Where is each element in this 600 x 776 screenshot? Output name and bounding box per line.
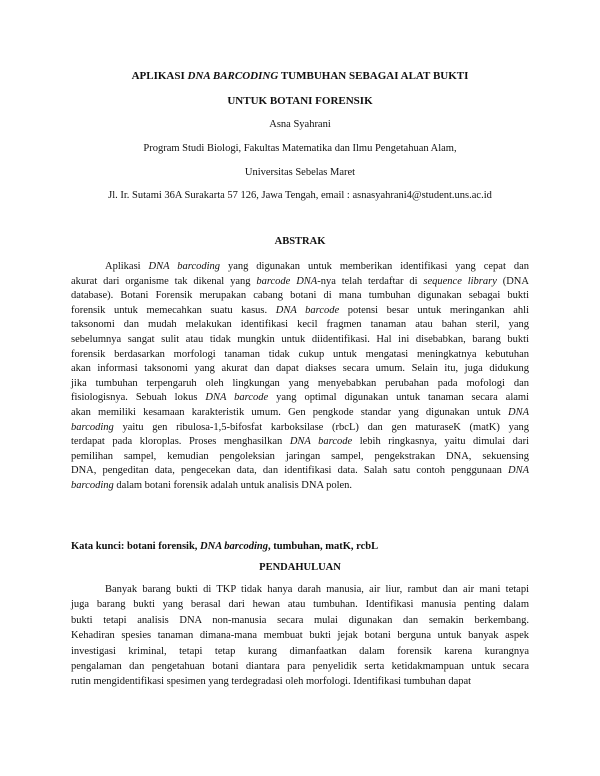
keywords: Kata kunci: botani forensik, DNA barcoding, tumbuhan, matK, rcbL [71, 541, 379, 552]
abstract-line: akan memiliki kesamaan karakteristik umum. Gen pengkode standar yang digunakan untuk DNA [71, 407, 529, 418]
introduction-line: rutin mengidentifikasi spesimen yang terdegradasi oleh morfologi. Identifikasi tumbuhan dapat [71, 676, 472, 688]
abstract-line: DNA, pengeditan data, pengecekan data, dan identifikasi data. Salah satu contoh penggunaan DNA [71, 465, 529, 477]
abstract-line: jika tumbuhan terpengaruh oleh lingkungan yang menyebabkan perubahan pada mofologi dan [71, 377, 529, 389]
introduction-line: Kehadiran spesies tanaman dimana-mana membuat bukti jejak botani berguna untuk banyak aspek [71, 630, 529, 642]
introduction-line: investigasi kriminal, tetapi tetap kurang dimanfaatkan dalam forensik karena kurangnya [71, 645, 529, 657]
abstract-line: taksonomi dan mudah melakukan identifikasi kecil fragmen tanaman atau bahan steril, yang [71, 319, 529, 331]
abstract-line: terdapat pada kloroplas. Proses menghasilkan DNA barcode lebih ringkasnya, yaitu dimulai dari [71, 436, 530, 448]
paper-title-line2: UNTUK BOTANI FORENSIK [227, 95, 373, 107]
paper-title-line1: APLIKASI DNA BARCODING TUMBUHAN SEBAGAI ALAT BUKTI [131, 70, 469, 82]
introduction-line: Banyak barang bukti di TKP tidak hanya darah manusia, air liur, rambut dan air mani tetapi [105, 584, 529, 595]
abstract-line: Aplikasi DNA barcoding yang digunakan untuk memberikan identifikasi yang cepat dan [105, 261, 529, 272]
author-name: Asna Syahrani [269, 119, 331, 130]
abstract-line: database). Botani Forensik merupakan cabang botani di mana tumbuhan digunakan sebagai bukti [71, 290, 529, 302]
abstract-line: forensik berdasarkan morfologi tanaman tidak cukup untuk mengatasi meningkatnya kebutuhan [71, 348, 529, 360]
affiliation-line2: Universitas Sebelas Maret [244, 167, 356, 178]
introduction-heading: PENDAHULUAN [259, 562, 341, 573]
affiliation-line1: Program Studi Biologi, Fakultas Matematika dan Ilmu Pengetahuan Alam, [143, 143, 457, 154]
introduction-line: pengalaman dan pengetahuan botani diantara para penyelidik serta ketidakmampuan untuk secara [71, 661, 529, 672]
abstract-line: akan informasi taksonomi yang akurat dan dapat diakses secara umum. Selain itu, juga didukung [71, 363, 529, 375]
abstract-line: pemilihan sampel, kemudian pengoleksian jaringan sampel, pengekstrakan DNA, sekuensing [71, 450, 529, 462]
introduction-line: bukti tetapi analisis DNA non-manusia secara mulai digunakan dan semakin berkembang. [71, 614, 529, 626]
abstract-line: sebelumnya sangat sulit atau tidak mungkin untuk diidentifikasi. Hal ini disebabkan, barang bukti [71, 334, 529, 345]
introduction-line: juga barang bukti yang berasal dari hewan atau tumbuhan. Identifikasi manusia penting dalam [71, 599, 529, 611]
abstract-line: forensik untuk memecahkan suatu kasus. DNA barcode potensi besar untuk meringankan ahli [71, 304, 529, 316]
abstract-line: barcoding dalam botani forensik adalah untuk analisis DNA polen. [71, 480, 353, 491]
abstract-line: barcoding yaitu gen ribulosa-1,5-bifosfat karboksilase (rbcL) dan gen maturaseK (matK) yang [71, 421, 529, 433]
abstract-line: akurat dari organisme tak dikenal yang barcode DNA-nya telah terdaftar di sequence library (DNA [71, 275, 529, 287]
abstract-heading: ABSTRAK [274, 236, 326, 247]
abstract-line: fisiologisnya. Sebuah lokus DNA barcode yang optimal digunakan untuk tanaman secara alami [71, 392, 530, 404]
author-address: Jl. Ir. Sutami 36A Surakarta 57 126, Jawa Tengah, email : asnasyahrani4@student.uns.ac.id [108, 190, 492, 201]
